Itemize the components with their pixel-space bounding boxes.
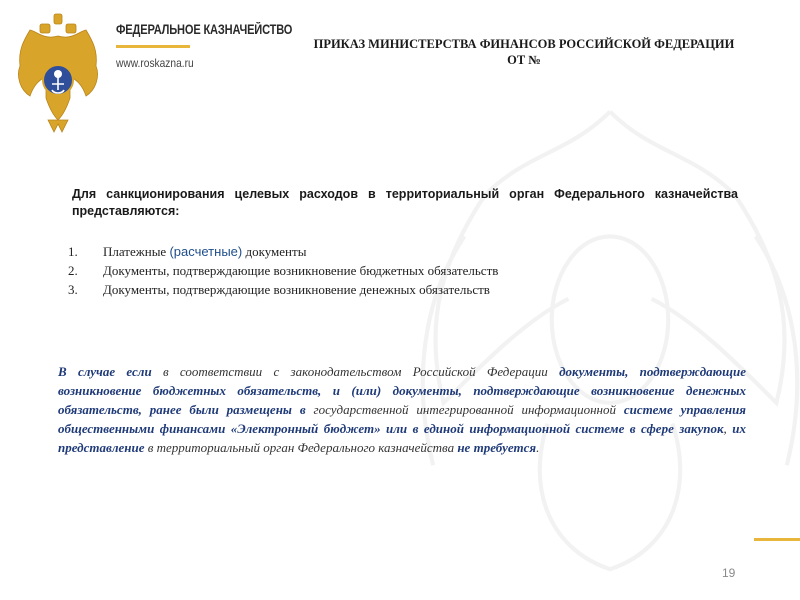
list-item-highlight: (расчетные) — [169, 244, 243, 259]
org-website[interactable]: www.roskazna.ru — [116, 56, 194, 70]
list-item-number: 2. — [68, 263, 78, 278]
note-segment: . — [536, 440, 540, 455]
note-segment: государственной интегрированной информационной — [305, 402, 624, 417]
list-item — [68, 280, 728, 299]
documents-list — [68, 242, 728, 299]
note-segment: , — [723, 421, 733, 436]
note-segment: их представление — [58, 421, 746, 455]
page-title-line2: ОТ № — [507, 53, 541, 67]
note-segment: не требуется — [457, 440, 537, 455]
list-item-text: Документы, подтверждающие возникновение денежных обязательств — [103, 282, 490, 297]
list-item-text: Платежные — [103, 244, 170, 259]
list-item-text-end: документы — [242, 244, 307, 259]
note-segment: В случае если — [58, 364, 152, 379]
org-divider — [116, 45, 190, 48]
page-title-line1: ПРИКАЗ МИНИСТЕРСТВА ФИНАНСОВ РОССИЙСКОЙ ФЕДЕРАЦИИ — [313, 37, 735, 51]
list-item-text: Документы, подтверждающие возникновение бюджетных обязательств — [103, 263, 499, 278]
note-segment: в территориальный орган Федерального казначейства — [144, 440, 458, 455]
exception-note — [58, 362, 746, 457]
list-item-number: 3. — [68, 282, 78, 297]
page-title — [288, 36, 760, 68]
intro-text: Для санкционирования целевых расходов в территориальный орган Федерального казначейства представляются: — [72, 187, 738, 218]
org-brand — [116, 22, 293, 70]
list-item — [68, 261, 728, 280]
page-number: 19 — [722, 566, 736, 580]
list-item-number: 1. — [68, 244, 78, 259]
note-segment: системе управления общественными финансами «Электронный бюджет» или в единой информационной системе в сфере закупок — [58, 402, 746, 436]
emblem-watermark — [400, 70, 800, 590]
footer-accent-line — [754, 538, 800, 541]
list-item — [68, 242, 728, 261]
org-name: ФЕДЕРАЛЬНОЕ КАЗНАЧЕЙСТВО — [116, 22, 293, 37]
note-segment: в соответствии с законодательством Российской Федерации — [151, 364, 560, 379]
note-segment: документы, подтверждающие возникновение бюджетных обязательств, и (или) документы, подтверждающие возникновение денежных обязательств, ранее были размещены в — [58, 364, 746, 417]
treasury-emblem-logo — [14, 10, 102, 134]
